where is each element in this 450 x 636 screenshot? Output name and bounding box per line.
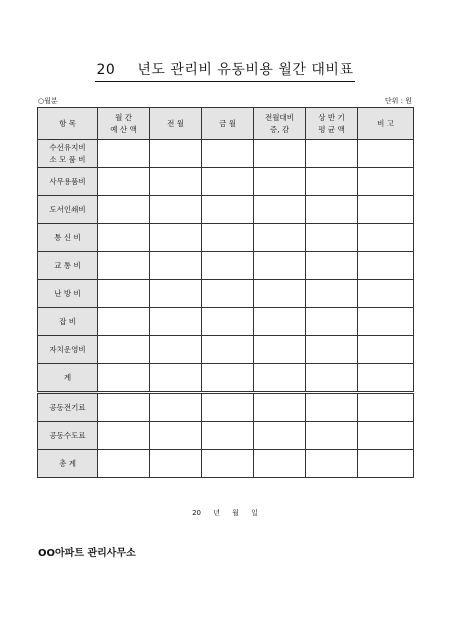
table-cell[interactable] <box>150 393 202 422</box>
row-label <box>38 168 98 196</box>
office-name: OO아파트 관리사무소 <box>38 548 136 559</box>
table-cell[interactable] <box>150 450 202 478</box>
table-cell[interactable] <box>150 280 202 308</box>
table-cell[interactable] <box>98 336 150 364</box>
column-header <box>150 108 202 140</box>
table-cell[interactable] <box>98 252 150 280</box>
column-header-line1: 상 반 기 <box>318 112 345 122</box>
table-cell[interactable] <box>306 336 358 364</box>
table-cell[interactable] <box>150 252 202 280</box>
row-label-line1: 통 신 비 <box>54 232 81 242</box>
row-label <box>38 422 98 450</box>
row-label-line1: 사무용품비 <box>49 176 86 186</box>
table-cell[interactable] <box>202 336 254 364</box>
table-row <box>38 280 414 308</box>
table-cell[interactable] <box>202 280 254 308</box>
row-label <box>38 196 98 224</box>
table-row <box>38 308 414 336</box>
column-header <box>306 108 358 140</box>
table-cell[interactable] <box>150 224 202 252</box>
table-row <box>38 422 414 450</box>
column-header <box>254 108 306 140</box>
table-cell[interactable] <box>202 450 254 478</box>
expense-table <box>37 107 414 478</box>
column-header-line2: 평 균 액 <box>318 124 345 134</box>
table-cell[interactable] <box>150 364 202 393</box>
table-cell[interactable] <box>306 168 358 196</box>
column-header-line1: 비 고 <box>377 118 394 128</box>
row-label <box>38 336 98 364</box>
row-label-line1: 잡 비 <box>59 316 76 326</box>
table-cell[interactable] <box>202 168 254 196</box>
table-cell[interactable] <box>202 224 254 252</box>
table-cell[interactable] <box>306 308 358 336</box>
table-cell[interactable] <box>98 140 150 168</box>
row-label <box>38 140 98 168</box>
table-cell[interactable] <box>202 252 254 280</box>
table-cell[interactable] <box>358 336 414 364</box>
table-cell[interactable] <box>358 196 414 224</box>
table-cell[interactable] <box>98 308 150 336</box>
table-header-row <box>38 108 414 140</box>
table-cell[interactable] <box>254 393 306 422</box>
column-header <box>98 108 150 140</box>
table-cell[interactable] <box>306 140 358 168</box>
table-cell[interactable] <box>150 422 202 450</box>
row-label-line1: 교 통 비 <box>54 260 81 270</box>
table-cell[interactable] <box>98 168 150 196</box>
column-header-line2: 증, 감 <box>269 124 290 134</box>
table-row <box>38 168 414 196</box>
table-cell[interactable] <box>358 168 414 196</box>
column-header <box>358 108 414 140</box>
table-cell[interactable] <box>98 196 150 224</box>
table-cell[interactable] <box>202 140 254 168</box>
column-header-line1: 전 월 <box>167 118 184 128</box>
table-cell[interactable] <box>358 280 414 308</box>
title-year: 20 <box>96 62 116 78</box>
table-cell[interactable] <box>150 140 202 168</box>
table-cell[interactable] <box>306 280 358 308</box>
table-cell[interactable] <box>254 196 306 224</box>
table-cell[interactable] <box>306 224 358 252</box>
row-label-line1: 총 계 <box>59 458 76 468</box>
table-cell[interactable] <box>150 168 202 196</box>
row-label-line1: 공동전기료 <box>49 402 86 412</box>
row-label <box>38 308 98 336</box>
column-header <box>202 108 254 140</box>
row-label-line1: 도서인쇄비 <box>49 204 86 214</box>
table-row <box>38 393 414 422</box>
table-cell[interactable] <box>254 252 306 280</box>
table-cell[interactable] <box>306 196 358 224</box>
table-cell[interactable] <box>150 196 202 224</box>
table-row <box>38 252 414 280</box>
table-cell[interactable] <box>254 224 306 252</box>
table-cell[interactable] <box>254 450 306 478</box>
table-cell[interactable] <box>306 252 358 280</box>
row-label-line1: 수선유지비 <box>49 142 86 152</box>
document-title <box>0 59 450 82</box>
table-cell[interactable] <box>98 393 150 422</box>
row-label <box>38 450 98 478</box>
table-cell[interactable] <box>150 336 202 364</box>
table-cell[interactable] <box>202 308 254 336</box>
row-label-line2: 소 모 품 비 <box>49 154 86 164</box>
row-label <box>38 252 98 280</box>
table-cell[interactable] <box>358 308 414 336</box>
table-cell[interactable] <box>358 450 414 478</box>
column-header-line1: 전월대비 <box>265 112 294 122</box>
table-cell[interactable] <box>254 168 306 196</box>
table-row <box>38 196 414 224</box>
table-cell[interactable] <box>202 196 254 224</box>
table-cell[interactable] <box>358 252 414 280</box>
row-label <box>38 393 98 422</box>
table-cell[interactable] <box>254 422 306 450</box>
table-cell[interactable] <box>306 422 358 450</box>
table-cell[interactable] <box>306 393 358 422</box>
table-row <box>38 224 414 252</box>
table-cell[interactable] <box>254 308 306 336</box>
table-cell[interactable] <box>306 450 358 478</box>
table-cell[interactable] <box>254 140 306 168</box>
month-label: ○월분 <box>38 97 58 105</box>
table-cell[interactable] <box>358 364 414 393</box>
date-line: 20 년 월 일 <box>192 509 258 517</box>
table-cell[interactable] <box>98 422 150 450</box>
table-row <box>38 336 414 364</box>
column-header-line1: 금 월 <box>219 118 236 128</box>
row-label <box>38 224 98 252</box>
table-row <box>38 140 414 168</box>
table-row <box>38 364 414 393</box>
table-cell[interactable] <box>98 280 150 308</box>
row-label <box>38 364 98 393</box>
table-cell[interactable] <box>254 280 306 308</box>
table-cell[interactable] <box>254 336 306 364</box>
unit-label: 단위 : 원 <box>384 97 412 105</box>
table-cell[interactable] <box>358 140 414 168</box>
row-label-line1: 난 방 비 <box>54 288 81 298</box>
table-cell[interactable] <box>150 308 202 336</box>
column-header <box>38 108 98 140</box>
row-label <box>38 280 98 308</box>
column-header-line1: 항 목 <box>59 118 76 128</box>
table-cell[interactable] <box>306 364 358 393</box>
table-cell[interactable] <box>202 422 254 450</box>
table-row <box>38 450 414 478</box>
table-cell[interactable] <box>98 364 150 393</box>
column-header-line2: 예 산 액 <box>110 124 137 134</box>
table-cell[interactable] <box>98 224 150 252</box>
row-label-line1: 계 <box>63 372 72 382</box>
table-cell[interactable] <box>358 393 414 422</box>
column-header-line1: 월 간 <box>115 112 132 122</box>
row-label-line1: 자치운영비 <box>49 344 86 354</box>
table-cell[interactable] <box>358 422 414 450</box>
table-cell[interactable] <box>254 364 306 393</box>
table-cell[interactable] <box>358 224 414 252</box>
table-cell[interactable] <box>202 393 254 422</box>
title-text: 년도 관리비 유동비용 월간 대비표 <box>137 62 354 78</box>
table-cell[interactable] <box>98 450 150 478</box>
row-label-line1: 공동수도료 <box>49 430 86 440</box>
table-cell[interactable] <box>202 364 254 393</box>
table-body <box>38 140 414 478</box>
